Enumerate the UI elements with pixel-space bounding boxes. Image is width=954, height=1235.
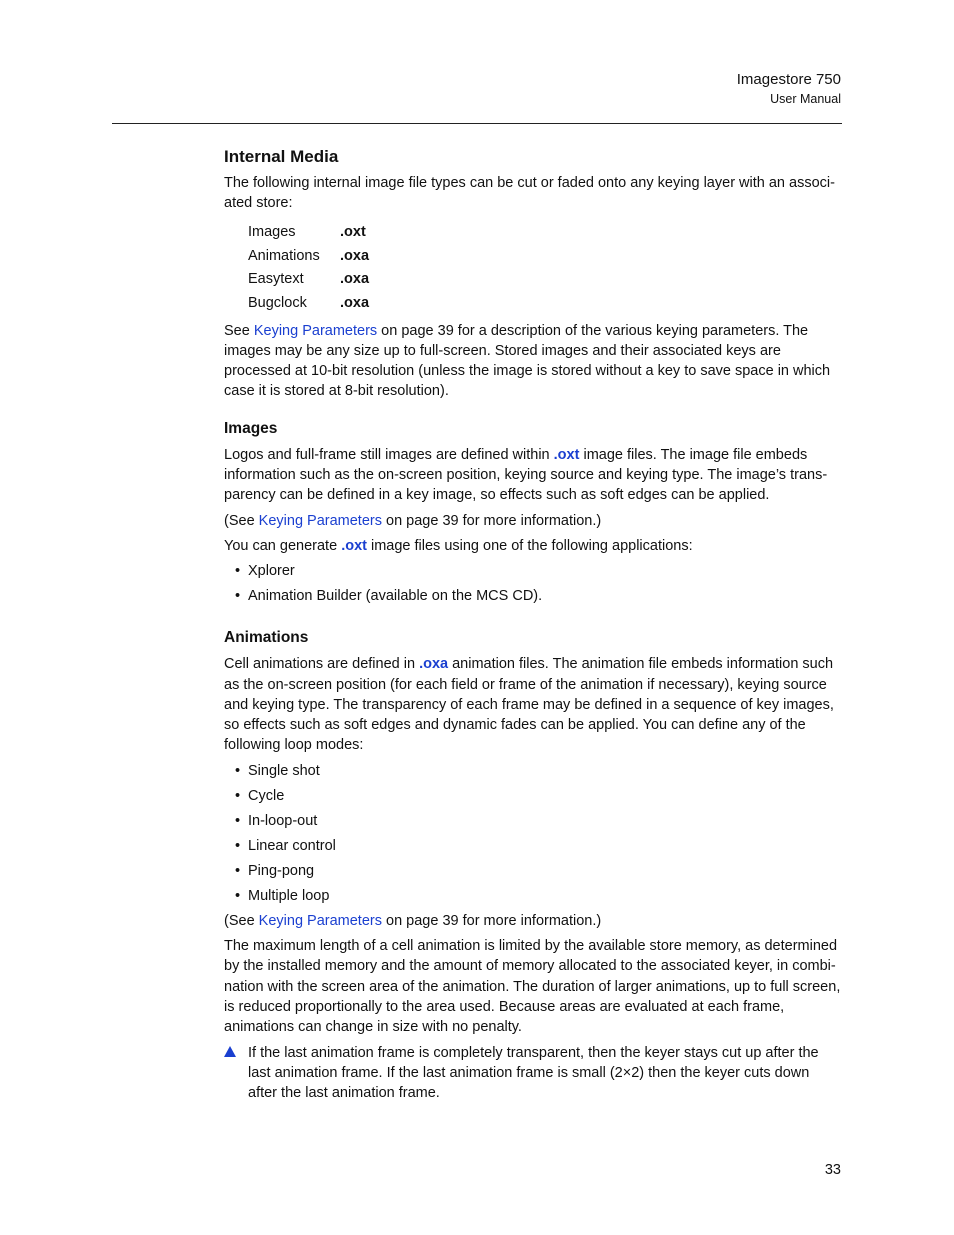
list-item [224, 886, 842, 911]
images-heading: Images [224, 419, 278, 437]
list-item [224, 761, 842, 786]
text: image files using one of the following applications: [366, 537, 693, 554]
text: image files. The image file embeds information such as the on-screen position, keying source and keying type. The image’s trans-parency can be defined in a key image, so effects such as soft edges can be applied. [224, 446, 828, 504]
type-name: Easytext [248, 271, 304, 288]
type-ext: .oxt [340, 224, 366, 241]
oxt-link[interactable]: .oxt [553, 446, 580, 463]
file-types-table [248, 221, 369, 315]
see-post: on page 39 for a description of the various keying parameters. The images may be any size up to full-screen. Stored images and their associated keys are processed at 10-bit resolution (unless the image is stored without a key to save space in which case it is stored at 8-bit resolution). [224, 322, 831, 400]
text: (See [224, 912, 259, 929]
animations-paragraph [224, 654, 842, 755]
type-name: Images [248, 224, 296, 241]
list-item [224, 811, 842, 836]
page-number: 33 [824, 1162, 841, 1178]
type-name: Animations [248, 247, 320, 264]
table-row [248, 291, 369, 315]
text: animation files. The animation file embeds information such as the on-screen position (for each field or frame of the animation if necessary), keying source and keying type. The transparency of each frame may be defined in a sequence of key images, so effects such as soft edges and dynamic fades can be applied. You can define any of the following loop modes: [224, 656, 834, 754]
section-intro: The following internal image file types can be cut or faded onto any keying layer with an associ-ated store: [224, 175, 835, 212]
keying-parameters-link[interactable]: Keying Parameters [258, 512, 382, 529]
type-name: Bugclock [248, 294, 307, 311]
table-row [248, 268, 369, 292]
main-content [224, 146, 842, 1103]
header-rule [112, 123, 842, 124]
keying-parameters-link[interactable]: Keying Parameters [253, 322, 378, 339]
list-item-text: In-loop-out [248, 812, 318, 829]
section-title: Internal Media [224, 147, 339, 166]
keying-parameters-link[interactable]: Keying Parameters [258, 912, 382, 929]
list-item-text: Linear control [248, 837, 336, 854]
bullet-icon: • [235, 887, 241, 904]
type-ext: .oxa [340, 271, 370, 288]
images-see [224, 511, 842, 531]
text: on page 39 for more information.) [381, 512, 602, 529]
warning-triangle-icon [224, 1046, 236, 1057]
note-text: If the last animation frame is completely transparent, then the keyer stays cut up after the last animation frame. If the last animation frame is small (2×2) then the keyer cuts down after the last animation frame. [248, 1044, 819, 1102]
list-item-text: Xplorer [248, 563, 295, 580]
note [224, 1043, 842, 1104]
bullet-icon: • [235, 812, 241, 829]
see-paragraph [224, 321, 842, 402]
animations-length-paragraph: The maximum length of a cell animation is limited by the available store memory, as determined by the installed memory and the amount of memory allocated to the associated keyer, in combi-nation with the screen area of the animation. The duration of larger animations, up to full screen, is reduced proportionally to the area used. Because areas are evaluated at each frame, animations can change in size with no penalty. [224, 938, 841, 1036]
images-generate [224, 536, 842, 556]
list-item-text: Single shot [248, 762, 320, 779]
bullet-icon: • [235, 862, 241, 879]
see-pre: See [224, 322, 254, 339]
list-item [224, 561, 842, 586]
table-row [248, 221, 369, 245]
list-item [224, 836, 842, 861]
text: on page 39 for more information.) [381, 912, 602, 929]
list-item-text: Cycle [248, 787, 285, 804]
apps-list [224, 561, 842, 611]
type-ext: .oxa [340, 294, 370, 311]
list-item-text: Multiple loop [248, 887, 330, 904]
text: (See [224, 512, 259, 529]
list-item [224, 786, 842, 811]
text: Logos and full-frame still images are defined within [224, 446, 554, 463]
table-row [248, 244, 369, 268]
list-item-text: Ping-pong [248, 862, 315, 879]
header-title: Imagestore 750 [736, 71, 841, 88]
text: You can generate [224, 537, 342, 554]
bullet-icon: • [235, 837, 241, 854]
list-item [224, 861, 842, 886]
type-ext: .oxa [340, 247, 370, 264]
bullet-icon: • [235, 762, 241, 779]
header-subtitle: User Manual [770, 92, 841, 106]
text: Cell animations are defined in [224, 656, 420, 673]
animations-see [224, 911, 842, 931]
bullet-icon: • [235, 588, 241, 605]
bullet-icon: • [235, 787, 241, 804]
loop-modes-list [224, 761, 842, 911]
oxt-link[interactable]: .oxt [341, 537, 367, 554]
bullet-icon: • [235, 563, 241, 580]
list-item-text: Animation Builder (available on the MCS CD). [248, 588, 543, 605]
images-paragraph [224, 445, 842, 506]
oxa-link[interactable]: .oxa [419, 656, 449, 673]
list-item [224, 586, 842, 611]
animations-heading: Animations [224, 629, 309, 647]
